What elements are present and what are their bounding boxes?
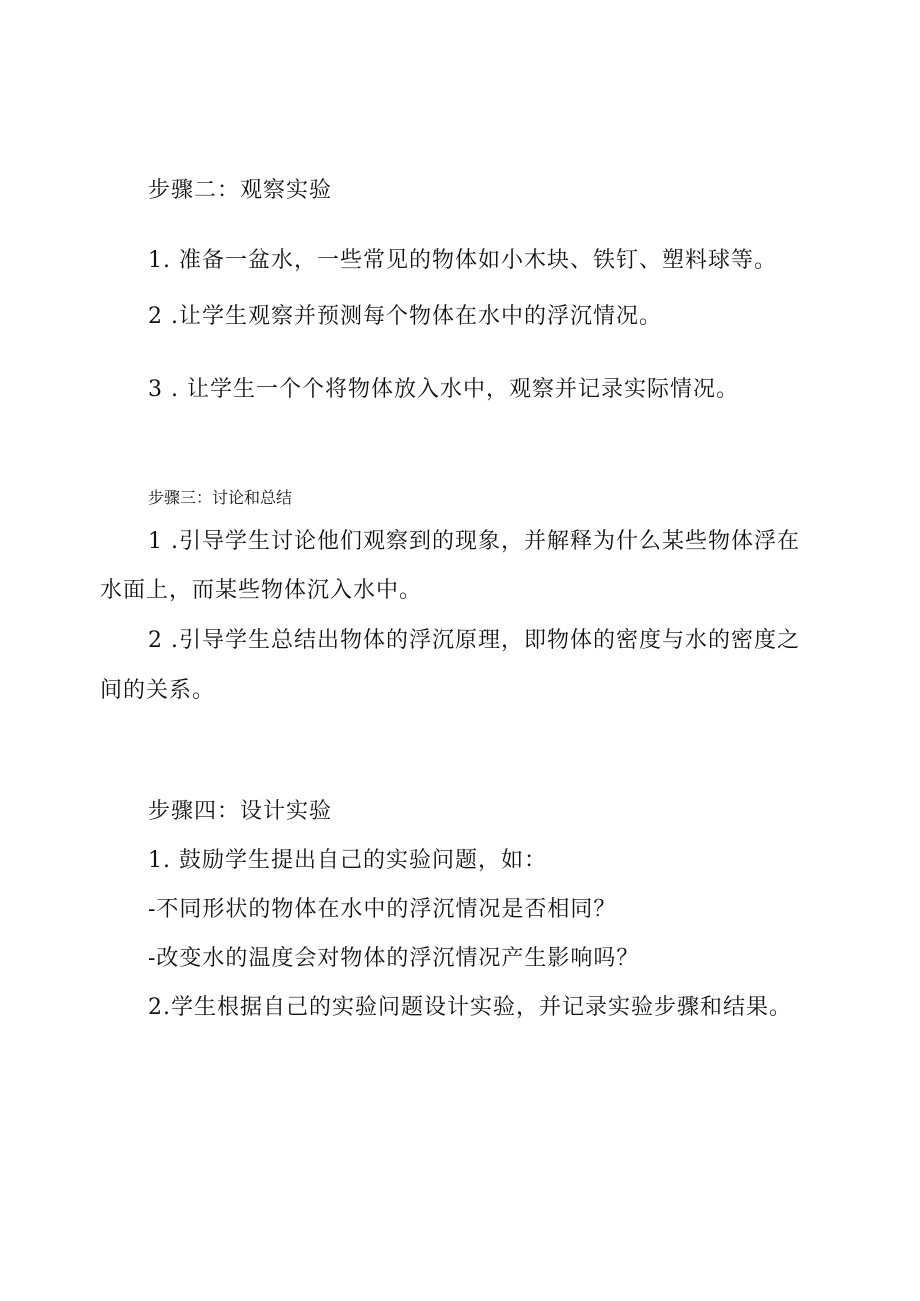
step3-item-2-line-2: 间的关系。 (100, 678, 216, 703)
step2-item-3: 3 . 让学生一个个将物体放入水中，观察并记录实际情况。 (148, 377, 739, 402)
step2-heading: 步骤二：观察实验 (148, 178, 333, 203)
step3-item-2-line-1: 2 .引导学生总结出物体的浮沉原理，即物体的密度与水的密度之 (148, 628, 800, 653)
step4-heading: 步骤四：设计实验 (148, 799, 333, 824)
step2-item-1: 1. 准备一盆水，一些常见的物体如小木块、铁钉、塑料球等。 (148, 248, 777, 273)
step3-item-1-line-2: 水面上，而某些物体沉入水中。 (100, 578, 423, 603)
step3-heading: 步骤三：讨论和总结 (148, 488, 293, 507)
step4-question-1: -不同形状的物体在水中的浮沉情况是否相同？ (148, 897, 617, 922)
step4-item-1: 1. 鼓励学生提出自己的实验问题，如： (148, 848, 547, 873)
step4-question-2: -改变水的温度会对物体的浮沉情况产生影响吗？ (148, 946, 640, 971)
step2-item-2: 2 .让学生观察并预测每个物体在水中的浮沉情况。 (148, 304, 662, 329)
step4-item-2: 2.学生根据自己的实验问题设计实验，并记录实验步骤和结果。 (148, 995, 792, 1020)
step3-item-1-line-1: 1 .引导学生讨论他们观察到的现象，并解释为什么某些物体浮在 (148, 529, 800, 554)
